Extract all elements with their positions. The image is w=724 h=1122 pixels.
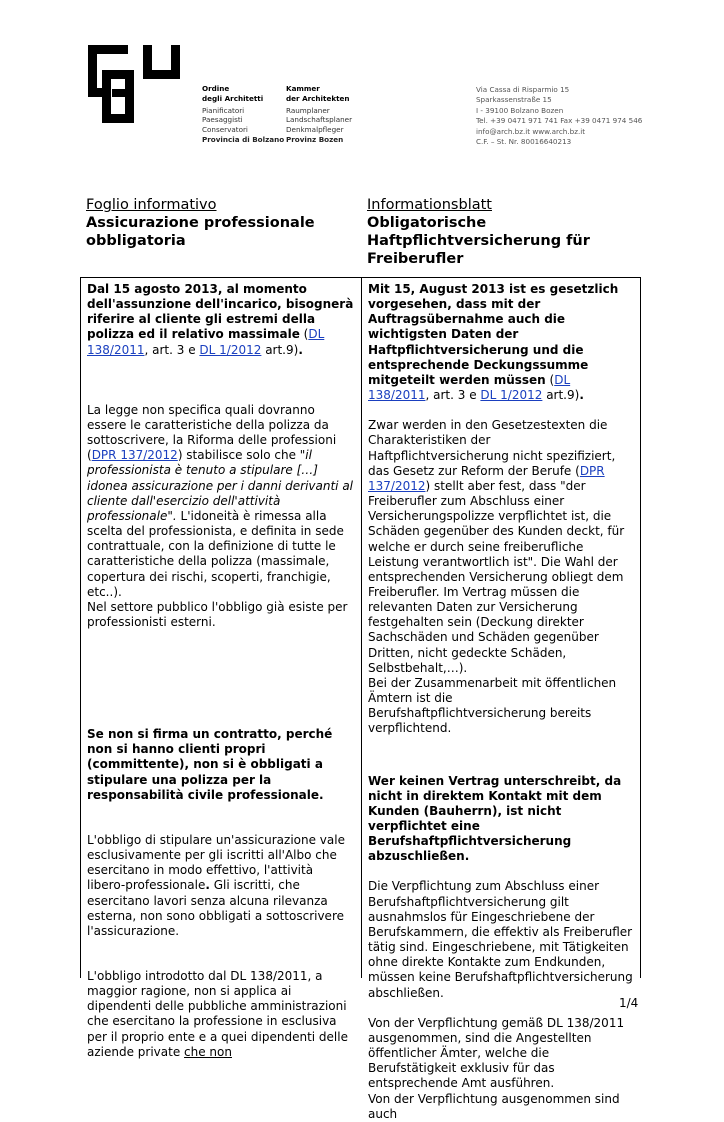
doc-label-german: Informationsblatt	[367, 197, 492, 213]
text: ) stellt aber fest, dass "der Freiberufler zum Abschluss einer Versicherungspolizze verpflichtet ist, die Schäden gegenüber des Kunden deckt, für welche er durch seine freiberufliche Leistung verantwortlich ist". Die Wahl der entsprechenden Versicherung obliegt dem Freiberufler. Im Vertrag müssen die relevanten Daten zur Versicherung festgehalten sein (Deckung direkter Sachschäden und Schäden gegenüber Dritten, nicht gedeckte Schäden, Selbstbehalt,…).	[368, 478, 625, 675]
text: , art. 3 e	[425, 388, 481, 403]
tax-code: C.F. – St. Nr. 80016640213	[476, 137, 572, 147]
link-dpr-137-2012[interactable]: DPR 137/2012	[91, 448, 178, 463]
org-it-role: Paesaggisti	[202, 115, 243, 125]
paragraph-de-1	[368, 282, 634, 403]
intro-bold-text: Dal 15 agosto 2013, al momento dell'assunzione dell'incarico, bisognerà riferire al cliente gli estremi della polizza ed il relativo massimale	[87, 282, 354, 342]
title-block-german	[367, 196, 637, 268]
org-de-role: Landschaftsplaner	[286, 115, 353, 125]
architects-chamber-logo	[88, 45, 180, 123]
paragraph-de-4: Die Verpflichtung zum Abschluss einer Berufshaftpflichtversicherung gilt ausnahmslos für Eingeschriebene der Berufskammern, die effektiv als Freiberufler tätig sind. Eingeschriebene, mit Tätigkeiten ohne direkte Kontakte zum Endkunden, müssen keine Berufshaftpflichtversicherung abschließen.	[368, 879, 633, 1000]
paragraph-it-2b: Nel settore pubblico l'obbligo già esiste per professionisti esterni.	[87, 599, 348, 629]
text: L'obbligo introdotto dal DL 138/2011, a maggior ragione, non si applica ai dipendenti delle pubbliche amministrazioni che esercitano la professione in esclusiva per il proprio ente e a quei dipendenti delle aziende private	[87, 969, 348, 1059]
doc-label-italian: Foglio informativo	[86, 197, 217, 213]
text: Gli iscritti, che esercitano lavori senza alcuna rilevanza esterna, non sono obbligati a sottoscrivere l'assicurazione.	[87, 878, 344, 938]
link-dpr-137-2012[interactable]: DPR 137/2012	[368, 463, 605, 493]
org-it-role: Conservatori	[202, 125, 248, 135]
postal-city: I - 39100 Bolzano Bozen	[476, 105, 564, 115]
org-it-role: Pianificatori	[202, 105, 245, 115]
paragraph-de-2	[368, 418, 634, 676]
org-de-name-line1: Kammer	[286, 84, 320, 93]
text: ) stabilisce solo che "	[177, 448, 306, 463]
paragraph-de-3: Wer keinen Vertrag unterschreibt, da nicht in direktem Kontakt mit dem Kunden (Bauherrn), ist nicht verpflichtet eine Berufshaftpflichtversicherung abzuschließen.	[368, 773, 622, 864]
title-block-italian	[86, 196, 356, 250]
org-name-german	[286, 84, 352, 145]
paragraph-it-1	[87, 282, 355, 358]
paragraph-de-2b: Bei der Zusammenarbeit mit öffentlichen Ämtern ist die Berufshaftpflichtversicherung bereits verpflichtend.	[368, 675, 617, 736]
text: (	[299, 327, 309, 342]
text: art.9)	[542, 388, 580, 403]
doc-title-german: Obligatorische Haftpflichtversicherung für Freiberufler	[367, 215, 590, 267]
text: .	[298, 342, 303, 357]
text: .	[205, 878, 210, 893]
paragraph-it-4	[87, 833, 355, 939]
org-it-province: Provincia di Bolzano	[202, 134, 285, 144]
text: , art. 3 e	[144, 342, 200, 357]
quoted-law-text: il professionista è tenuto a stipulare […] idonea assicurazione per i danni derivanti al cliente dall'esercizio dell'attività professionale".	[87, 448, 354, 523]
paragraph-it-3: Se non si firma un contratto, perché non si hanno clienti propri (committente), non si è obbligati a stipulare una polizza per la responsabilità civile professionale.	[87, 727, 333, 802]
german-column	[368, 282, 634, 1122]
text: (	[545, 372, 555, 387]
paragraph-it-2	[87, 403, 355, 600]
contact-info	[476, 85, 642, 147]
intro-bold-text: Mit 15, August 2013 ist es gesetzlich vorgesehen, dass mit der Auftragsübernahme auch die wichtigsten Daten der Haftpflichtversicherung und die entsprechende Deckungssumme mitgeteilt werden müssen	[368, 282, 619, 387]
address-de: Sparkassenstraße 15	[476, 95, 552, 105]
org-it-name-line1: Ordine	[202, 84, 230, 93]
text: art.9)	[261, 342, 299, 357]
italian-column	[87, 282, 355, 1060]
doc-title-italian: Assicurazione professionale obbligatoria	[86, 215, 315, 249]
text: Zwar werden in den Gesetzestexten die Charakteristiken der Haftpflichtversicherung nicht spezifiziert, das Gesetz zur Reform der Berufe (	[368, 418, 616, 478]
paragraph-de-5: Von der Verpflichtung gemäß DL 138/2011 ausgenommen, sind die Angestellten öffentlicher Ämter, welche die Berufstätigkeit exklusiv für das entsprechende Amt ausführen.	[368, 1015, 625, 1091]
page-number: 1/4	[619, 996, 639, 1010]
org-name-italian	[202, 84, 284, 145]
link-dl-138-2011[interactable]: DL 138/2011	[368, 372, 571, 403]
org-de-role: Raumplaner	[286, 105, 330, 115]
phone-fax: Tel. +39 0471 971 741 Fax +39 0471 974 546	[476, 116, 643, 126]
text: L'obbligo di stipulare un'assicurazione vale esclusivamente per gli iscritti all'Albo che esercitano in modo effettivo, l'attività libero-professionale	[87, 832, 345, 893]
link-dl-138-2011[interactable]: DL 138/2011	[87, 327, 325, 357]
text: che non	[184, 1044, 232, 1059]
link-dl-1-2012[interactable]: DL 1/2012	[480, 388, 543, 403]
text: La legge non specifica quali dovranno essere le caratteristiche della polizza da sottoscrivere, la Riforma delle professioni (	[87, 402, 337, 463]
paragraph-it-5	[87, 969, 355, 1060]
org-de-province: Provinz Bozen	[286, 134, 344, 144]
text: L'idoneità è rimessa alla scelta del professionista, e definita in sede contrattuale, con la definizione di tutte le caratteristiche della polizza (massimale, copertura dei rischi, scoperti, franchigie, etc..).	[87, 508, 344, 599]
email-web: info@arch.bz.it www.arch.bz.it	[476, 126, 586, 136]
address-it: Via Cassa di Risparmio 15	[476, 85, 570, 94]
paragraph-de-5b: Von der Verpflichtung ausgenommen sind auch	[368, 1091, 620, 1121]
text: .	[579, 388, 584, 403]
column-divider	[361, 278, 362, 978]
org-it-name-line2: degli Architetti	[202, 93, 264, 103]
org-de-name-line2: der Architekten	[286, 93, 350, 103]
link-dl-1-2012[interactable]: DL 1/2012	[199, 342, 262, 357]
org-de-role: Denkmalpfleger	[286, 125, 344, 135]
